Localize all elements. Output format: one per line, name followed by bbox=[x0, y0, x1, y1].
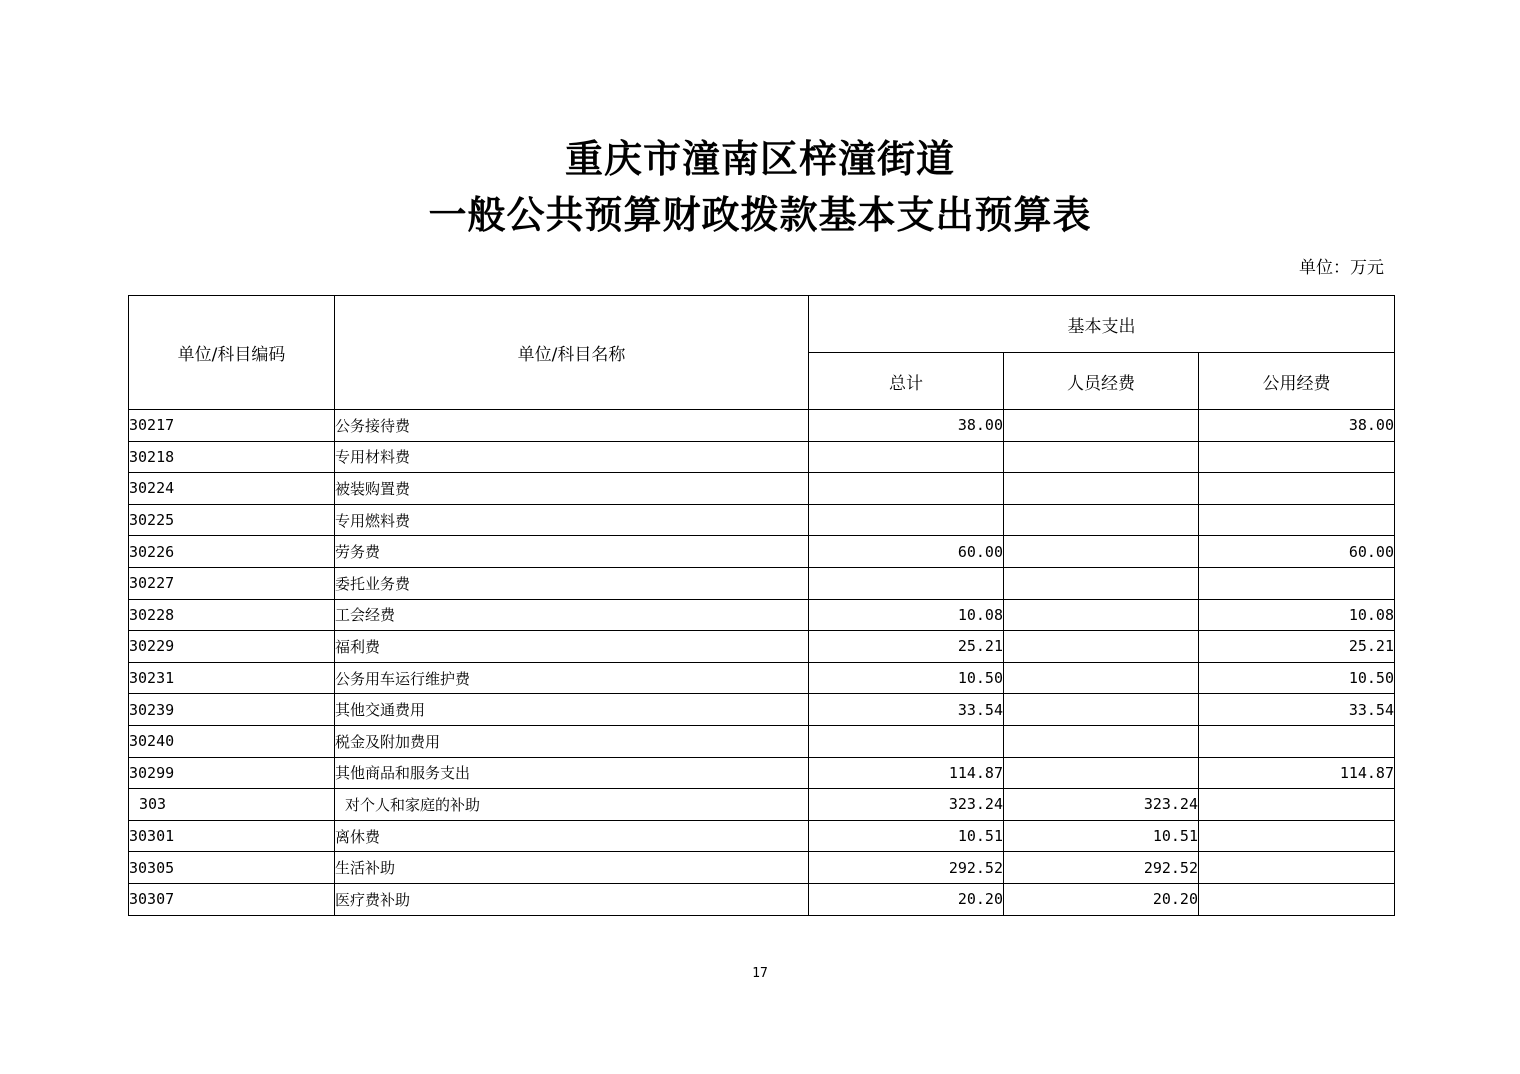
row-name: 其他交通费用 bbox=[335, 694, 809, 726]
row-personnel bbox=[1004, 757, 1199, 789]
header-name: 单位/科目名称 bbox=[335, 296, 809, 410]
table-row bbox=[129, 567, 1395, 599]
table-row bbox=[129, 757, 1395, 789]
header-public: 公用经费 bbox=[1199, 353, 1395, 410]
row-name: 医疗费补助 bbox=[335, 883, 809, 915]
row-personnel bbox=[1004, 662, 1199, 694]
row-total: 60.00 bbox=[809, 536, 1004, 568]
row-personnel bbox=[1004, 441, 1199, 473]
row-name: 公务接待费 bbox=[335, 410, 809, 442]
table-row bbox=[129, 883, 1395, 915]
table-body bbox=[129, 410, 1395, 916]
row-personnel bbox=[1004, 536, 1199, 568]
row-public bbox=[1199, 789, 1395, 821]
row-code: 303 bbox=[129, 789, 335, 821]
row-code: 30239 bbox=[129, 694, 335, 726]
row-personnel bbox=[1004, 694, 1199, 726]
row-total bbox=[809, 725, 1004, 757]
unit-label: 单位：万元 bbox=[1299, 258, 1384, 278]
row-personnel: 20.20 bbox=[1004, 883, 1199, 915]
row-public bbox=[1199, 441, 1395, 473]
row-personnel: 292.52 bbox=[1004, 852, 1199, 884]
row-name: 被装购置费 bbox=[335, 473, 809, 505]
row-code: 30299 bbox=[129, 757, 335, 789]
table-row bbox=[129, 441, 1395, 473]
row-personnel bbox=[1004, 631, 1199, 663]
table-row bbox=[129, 504, 1395, 536]
row-code: 30228 bbox=[129, 599, 335, 631]
row-name: 税金及附加费用 bbox=[335, 725, 809, 757]
row-code: 30301 bbox=[129, 820, 335, 852]
row-public: 10.08 bbox=[1199, 599, 1395, 631]
row-total: 10.51 bbox=[809, 820, 1004, 852]
row-total: 20.20 bbox=[809, 883, 1004, 915]
table-row bbox=[129, 694, 1395, 726]
row-public: 114.87 bbox=[1199, 757, 1395, 789]
row-code: 30224 bbox=[129, 473, 335, 505]
row-code: 30226 bbox=[129, 536, 335, 568]
row-public: 25.21 bbox=[1199, 631, 1395, 663]
row-name: 工会经费 bbox=[335, 599, 809, 631]
row-code: 30229 bbox=[129, 631, 335, 663]
row-total bbox=[809, 441, 1004, 473]
row-name: 对个人和家庭的补助 bbox=[335, 789, 809, 821]
row-code: 30227 bbox=[129, 567, 335, 599]
row-total: 114.87 bbox=[809, 757, 1004, 789]
row-personnel: 10.51 bbox=[1004, 820, 1199, 852]
row-personnel bbox=[1004, 567, 1199, 599]
row-code: 30240 bbox=[129, 725, 335, 757]
row-public bbox=[1199, 567, 1395, 599]
row-name: 离休费 bbox=[335, 820, 809, 852]
row-total: 323.24 bbox=[809, 789, 1004, 821]
row-code: 30217 bbox=[129, 410, 335, 442]
row-personnel bbox=[1004, 473, 1199, 505]
row-public: 38.00 bbox=[1199, 410, 1395, 442]
table-row bbox=[129, 820, 1395, 852]
row-total: 292.52 bbox=[809, 852, 1004, 884]
row-code: 30231 bbox=[129, 662, 335, 694]
row-public: 33.54 bbox=[1199, 694, 1395, 726]
row-name: 其他商品和服务支出 bbox=[335, 757, 809, 789]
row-total: 38.00 bbox=[809, 410, 1004, 442]
table-row bbox=[129, 631, 1395, 663]
row-personnel bbox=[1004, 504, 1199, 536]
table-row bbox=[129, 789, 1395, 821]
row-public: 10.50 bbox=[1199, 662, 1395, 694]
report-title-line2: 一般公共预算财政拨款基本支出预算表 bbox=[428, 192, 1092, 237]
row-public bbox=[1199, 820, 1395, 852]
row-name: 福利费 bbox=[335, 631, 809, 663]
table-row bbox=[129, 599, 1395, 631]
row-personnel bbox=[1004, 410, 1199, 442]
row-total: 10.50 bbox=[809, 662, 1004, 694]
row-public bbox=[1199, 852, 1395, 884]
header-code: 单位/科目编码 bbox=[129, 296, 335, 410]
header-total: 总计 bbox=[809, 353, 1004, 410]
report-title-line1: 重庆市潼南区梓潼街道 bbox=[564, 136, 955, 181]
table-row bbox=[129, 473, 1395, 505]
row-code: 30307 bbox=[129, 883, 335, 915]
row-personnel bbox=[1004, 725, 1199, 757]
table-row bbox=[129, 410, 1395, 442]
table-row bbox=[129, 852, 1395, 884]
header-basic-expenditure: 基本支出 bbox=[809, 296, 1395, 353]
row-name: 劳务费 bbox=[335, 536, 809, 568]
row-public bbox=[1199, 883, 1395, 915]
row-total: 10.08 bbox=[809, 599, 1004, 631]
row-public bbox=[1199, 504, 1395, 536]
row-total: 33.54 bbox=[809, 694, 1004, 726]
table-row bbox=[129, 536, 1395, 568]
row-code: 30218 bbox=[129, 441, 335, 473]
row-name: 公务用车运行维护费 bbox=[335, 662, 809, 694]
row-name: 委托业务费 bbox=[335, 567, 809, 599]
row-name: 专用材料费 bbox=[335, 441, 809, 473]
row-public bbox=[1199, 725, 1395, 757]
table-row bbox=[129, 662, 1395, 694]
table-row bbox=[129, 725, 1395, 757]
row-code: 30305 bbox=[129, 852, 335, 884]
budget-table bbox=[128, 295, 1395, 916]
page-number: 17 bbox=[752, 966, 768, 981]
row-total bbox=[809, 567, 1004, 599]
row-total bbox=[809, 473, 1004, 505]
row-public bbox=[1199, 473, 1395, 505]
header-personnel: 人员经费 bbox=[1004, 353, 1199, 410]
row-total: 25.21 bbox=[809, 631, 1004, 663]
row-total bbox=[809, 504, 1004, 536]
row-personnel: 323.24 bbox=[1004, 789, 1199, 821]
row-name: 专用燃料费 bbox=[335, 504, 809, 536]
row-code: 30225 bbox=[129, 504, 335, 536]
row-name: 生活补助 bbox=[335, 852, 809, 884]
row-personnel bbox=[1004, 599, 1199, 631]
row-public: 60.00 bbox=[1199, 536, 1395, 568]
